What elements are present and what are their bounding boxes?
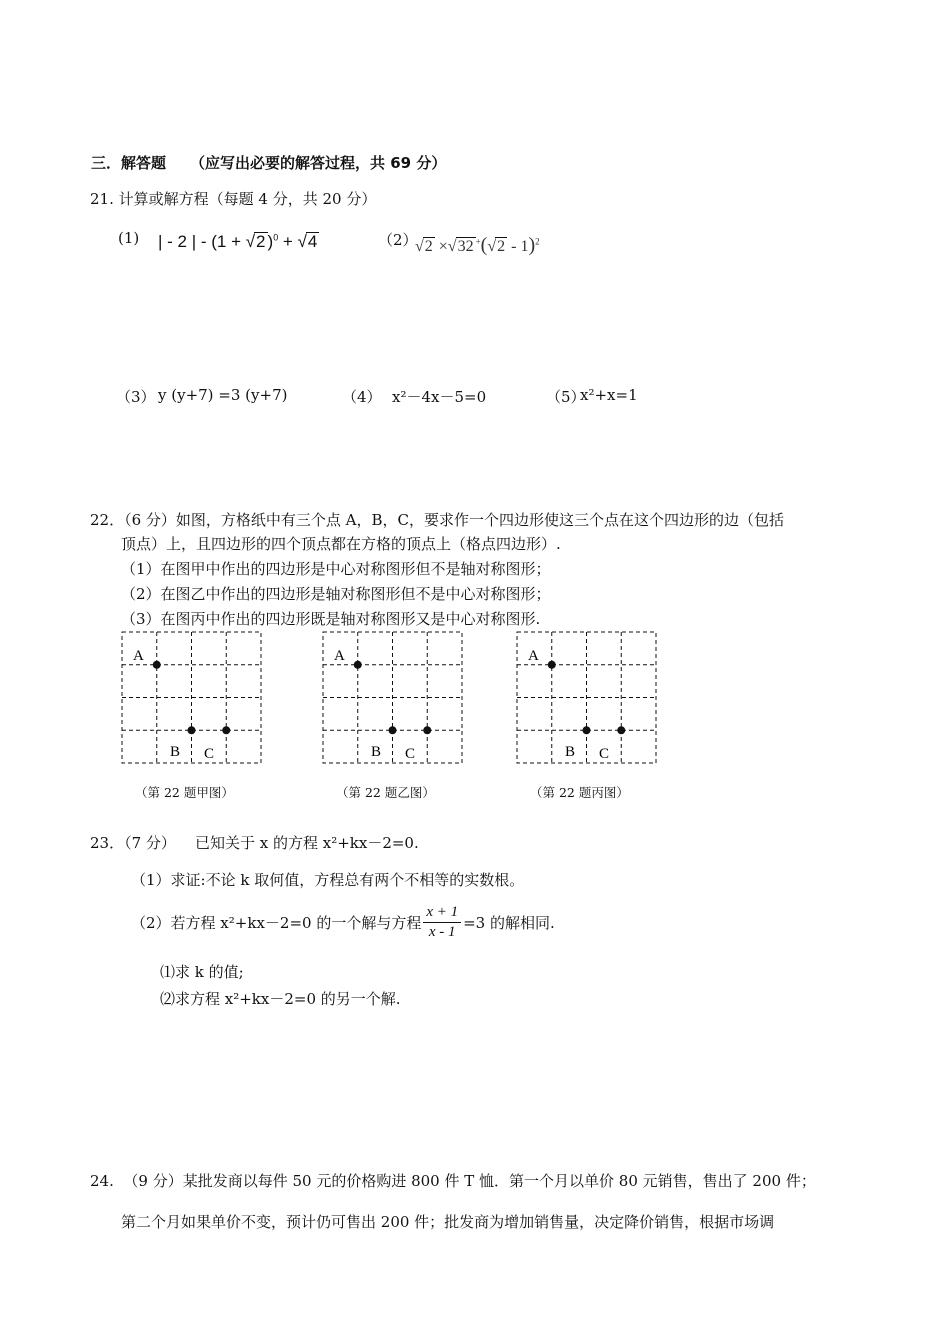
grid-bing-svg: [516, 631, 658, 767]
point-b: [389, 726, 397, 734]
q24-line2: 第二个月如果单价不变，预计仍可售出 200 件；批发商为增加销售量，决定降价销售，根据市场调: [121, 1213, 775, 1231]
q21-p4-expr: x²－4x－5=0: [392, 388, 487, 406]
q23-sub1: （1）求证:不论 k 取何值，方程总有两个不相等的实数根。: [131, 871, 525, 889]
q21-p3-label: （3）: [116, 388, 156, 406]
q22-line1: 22．（6 分）如图，方格纸中有三个点 A，B，C，要求作一个四边形使这三个点在这个四边形的边（包括: [90, 511, 785, 529]
point-a: [548, 661, 556, 669]
q22-sub3: （3）在图丙中作出的四边形既是轴对称图形又是中心对称图形.: [121, 610, 541, 628]
q23-line1: 23．（7 分） 已知关于 x 的方程 x²+kx－2=0.: [90, 834, 419, 852]
q23-sub2-pre: （2）若方程 x²+kx－2=0 的一个解与方程: [131, 914, 422, 932]
q23-i2: ⑵求方程 x²+kx－2=0 的另一个解.: [160, 990, 401, 1008]
q21-p5-expr: x²+x=1: [580, 386, 638, 404]
label-c: C: [599, 746, 610, 762]
label-b: B: [170, 744, 181, 760]
q23-frac-den: x - 1: [428, 924, 456, 940]
q21-p2-expr: √2 ×√32 +(√2 - 1)$^2$: [415, 234, 540, 256]
q22-sub2: （2）在图乙中作出的四边形是轴对称图形但不是中心对称图形；: [121, 585, 551, 603]
grid-figure-bing: [516, 631, 658, 767]
q21-p2-label: （2）: [378, 231, 418, 249]
point-c: [222, 726, 230, 734]
section-title: 三．解答题: [91, 154, 167, 172]
q21-p5-label: （5）: [546, 388, 586, 406]
label-b: B: [565, 744, 576, 760]
label-a: A: [334, 648, 345, 664]
point-c: [423, 726, 431, 734]
caption-jia: （第 22 题甲图）: [135, 785, 234, 800]
label-c: C: [405, 746, 416, 762]
q23-sub2: [131, 904, 555, 941]
point-a: [153, 661, 161, 669]
grid-jia-svg: [121, 631, 263, 767]
section-note: （应写出必要的解答过程，共 69 分）: [190, 154, 447, 172]
label-a: A: [528, 648, 539, 664]
label-a: A: [133, 648, 144, 664]
grid-yi-svg: [322, 631, 464, 767]
q23-frac-num: x + 1: [423, 904, 461, 923]
q21-p4-label: （4）: [342, 388, 382, 406]
q22-line2: 顶点）上，且四边形的四个顶点都在方格的顶点上（格点四边形）.: [121, 535, 561, 553]
q23-fraction: [423, 904, 461, 941]
label-b: B: [371, 744, 382, 760]
grid-figure-yi: [322, 631, 464, 767]
point-b: [188, 726, 196, 734]
q21-p1-expr: | - 2 | - (1 + √2 )$^0$ + √4: [158, 232, 318, 251]
q23-i1: ⑴求 k 的值;: [160, 963, 244, 981]
q21-p1-label: (1): [118, 229, 140, 247]
point-a: [354, 661, 362, 669]
point-c: [617, 726, 625, 734]
q21-p3-expr: y (y+7) =3 (y+7): [158, 386, 288, 404]
q22-sub1: （1）在图甲中作出的四边形是中心对称图形但不是轴对称图形；: [121, 560, 551, 578]
q24-line1: 24. （9 分）某批发商以每件 50 元的价格购进 800 件 T 恤．第一个月以单价 80 元销售，售出了 200 件；: [90, 1172, 816, 1190]
q21-title: 21. 计算或解方程（每题 4 分，共 20 分）: [90, 190, 377, 208]
caption-yi: （第 22 题乙图）: [336, 785, 435, 800]
point-b: [583, 726, 591, 734]
q23-sub2-post: =3 的解相同.: [463, 914, 555, 932]
caption-bing: （第 22 题丙图）: [530, 785, 629, 800]
grid-figure-jia: [121, 631, 263, 767]
label-c: C: [204, 746, 215, 762]
